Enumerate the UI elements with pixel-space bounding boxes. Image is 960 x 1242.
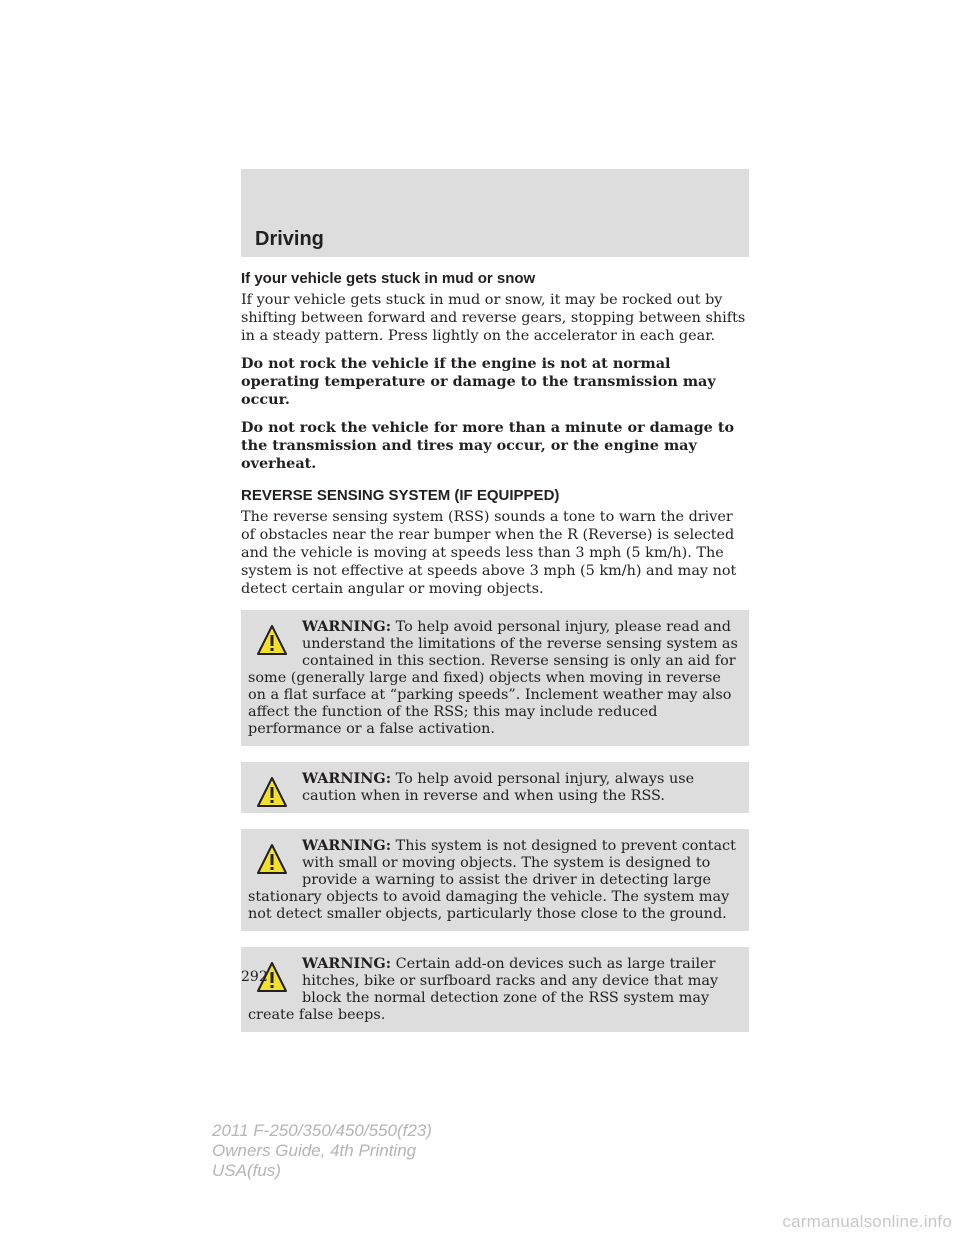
warning-text: To help avoid personal injury, always use caution when in reverse and when using the RSS.	[302, 771, 695, 804]
warning-box	[241, 947, 749, 1032]
warning-text: To help avoid personal injury, please read and understand the limitations of the reverse sensing system as contained in this section. Reverse sensing is only an aid for some (generally large and fixed) objects when moving in reverse on a flat surface at “parking speeds”. Inclement weather may also affect the function of the RSS; this may include reduced performance or a false activation.	[248, 619, 738, 737]
warning-triangle-icon	[256, 843, 288, 877]
rss-heading: REVERSE SENSING SYSTEM (IF EQUIPPED)	[241, 487, 560, 504]
print-footer	[212, 1121, 432, 1181]
footer-model: 2011 F-250/350/450/550	[212, 1121, 397, 1140]
mud-snow-paragraph: If your vehicle gets stuck in mud or snow, it may be rocked out by shifting between forward and reverse gears, stopping between shifts in a steady pattern. Press lightly on the accelerator in each gear.	[241, 292, 746, 344]
footer-model-code: (f23)	[396, 1121, 432, 1140]
section-header	[241, 169, 749, 257]
warning-triangle-icon	[256, 624, 288, 658]
footer-edition: Owners Guide, 4th Printing	[212, 1141, 417, 1160]
warning-label: WARNING:	[302, 770, 392, 787]
warning-label: WARNING:	[302, 618, 392, 635]
mud-snow-caution-2: Do not rock the vehicle for more than a minute or damage to the transmission and tires may occur, or the engine may overheat.	[241, 419, 735, 472]
warning-label: WARNING:	[302, 837, 392, 854]
section-title: Driving	[255, 228, 324, 250]
page-number: 292	[241, 969, 268, 985]
footer-market: USA	[212, 1161, 247, 1180]
warning-triangle-icon	[256, 776, 288, 810]
warning-label: WARNING:	[302, 955, 392, 972]
warning-box	[241, 829, 749, 931]
warning-text: Certain add-on devices such as large trailer hitches, bike or surfboard racks and any device that may block the normal detection zone of the RSS system may create false beeps.	[248, 956, 719, 1023]
mud-snow-caution-1: Do not rock the vehicle if the engine is not at normal operating temperature or damage to the transmission may occur.	[241, 355, 716, 408]
warning-text: This system is not designed to prevent contact with small or moving objects. The system is designed to provide a warning to assist the driver in detecting large stationary objects to avoid damaging the vehicle. The system may not detect smaller objects, particularly those close to the ground.	[248, 838, 736, 922]
warning-box	[241, 610, 749, 746]
warning-box	[241, 762, 749, 813]
rss-intro: The reverse sensing system (RSS) sounds a tone to warn the driver of obstacles near the rear bumper when the R (Reverse) is selected and the vehicle is moving at speeds less than 3 mph (5 km/h). The system is not effective at speeds above 3 mph (5 km/h) and may not detect certain angular or moving objects.	[241, 509, 737, 597]
mud-snow-heading: If your vehicle gets stuck in mud or snow	[241, 270, 536, 287]
page-content	[241, 262, 749, 1032]
footer-market-code: (fus)	[246, 1161, 281, 1180]
watermark: carmanualsonline.info	[782, 1212, 952, 1231]
